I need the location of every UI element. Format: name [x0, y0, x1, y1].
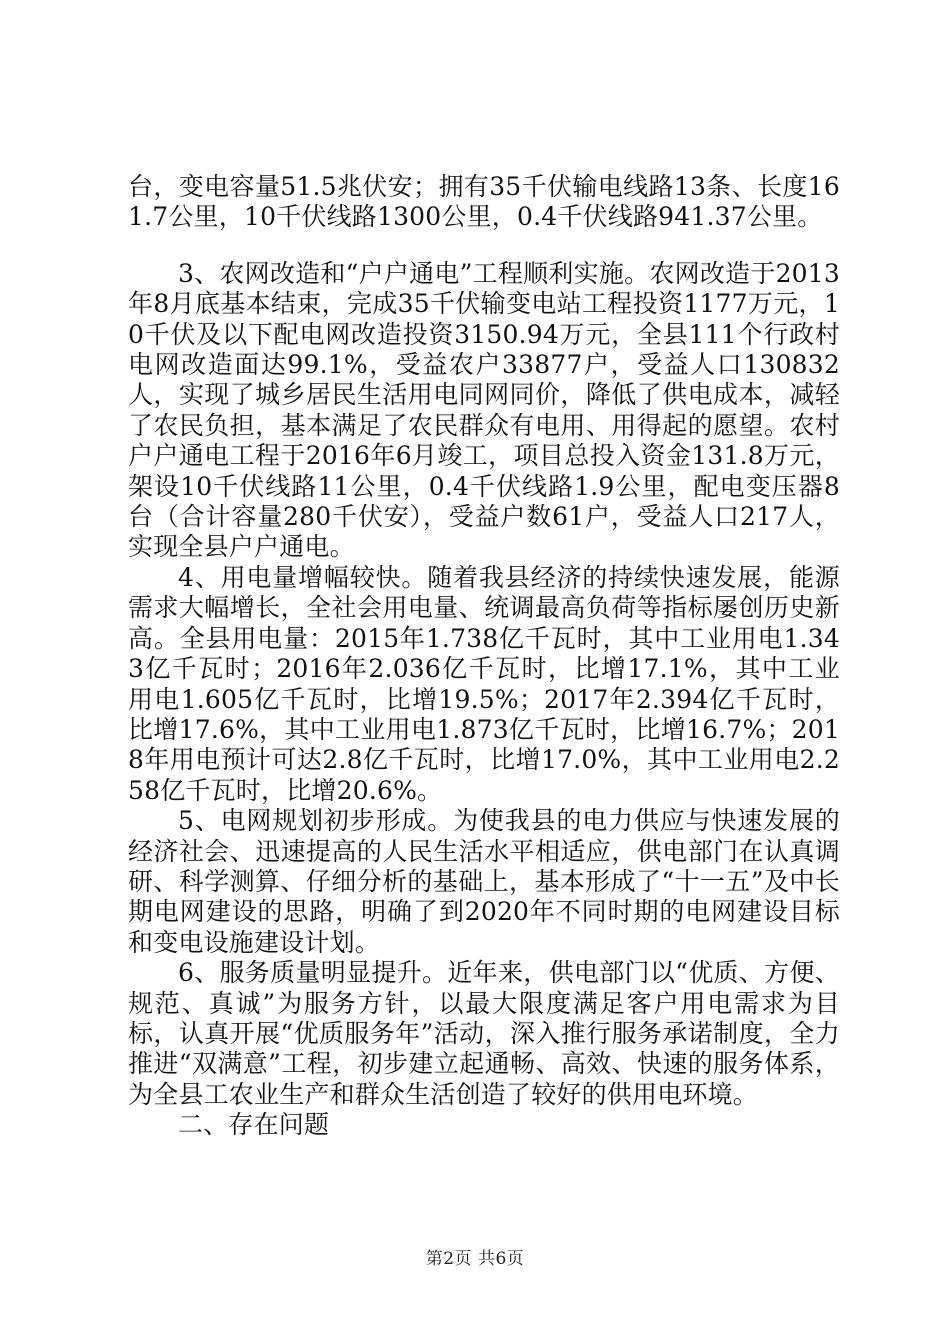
paragraph-power-usage: 4、用电量增幅较快。随着我县经济的持续快速发展，能源需求大幅增长，全社会用电量、统调最高负荷等指标屡创历史新高。全县用电量：2015年1.738亿千瓦时，其中工业用电1.343亿千瓦时；2016年2.036亿千瓦时，比增17.1%，其中工业用电1.605亿千瓦时，比增19.5%；2017年2.394亿千瓦时，比增17.6%，其中工业用电1.873亿千瓦时，比增16.7%；2018年用电预计可达2.8亿千瓦时，比增17.0%，其中工业用电2.258亿千瓦时，比增20.6%。: [128, 562, 840, 805]
document-body: [128, 172, 840, 1141]
page-footer: 第2页 共6页: [425, 1249, 525, 1269]
paragraph-grid-planning: 5、电网规划初步形成。为使我县的电力供应与快速发展的经济社会、迅速提高的人民生活水平相适应，供电部门在认真调研、科学测算、仔细分析的基础上，基本形成了“十一五”及中长期电网建设的思路，明确了到2020年不同时期的电网建设目标和变电设施建设计划。: [128, 806, 840, 957]
section-heading-problems: 二、存在问题: [178, 1110, 330, 1140]
paragraph-rural-grid: 3、农网改造和“户户通电”工程顺利实施。农网改造于2013年8月底基本结束，完成35千伏输变电站工程投资1177万元，10千伏及以下配电网改造投资3150.94万元，全县111个行政村电网改造面达99.1%，受益农户33877户，受益人口130832人，实现了城乡居民生活用电同网同价，降低了供电成本，减轻了农民负担，基本满足了农民群众有电用、用得起的愿望。农村户户通电工程于2016年6月竣工，项目总投入资金131.8万元，架设10千伏线路11公里，0.4千伏线路1.9公里，配电变压器8台（合计容量280千伏安），受益户数61户，受益人口217人，实现全县户户通电。: [128, 258, 840, 562]
paragraph-continued: 台，变电容量51.5兆伏安；拥有35千伏输电线路13条、长度161.7公里，10千伏线路1300公里，0.4千伏线路941.37公里。: [128, 172, 840, 232]
paragraph-service-quality: 6、服务质量明显提升。近年来，供电部门以“优质、方便、规范、真诚”为服务方针，以最大限度满足客户用电需求为目标，认真开展“优质服务年”活动，深入推行服务承诺制度，全力推进“双满意”工程，初步建立起通畅、高效、快速的服务体系，为全县工农业生产和群众生活创造了较好的供用电环境。: [128, 958, 840, 1109]
